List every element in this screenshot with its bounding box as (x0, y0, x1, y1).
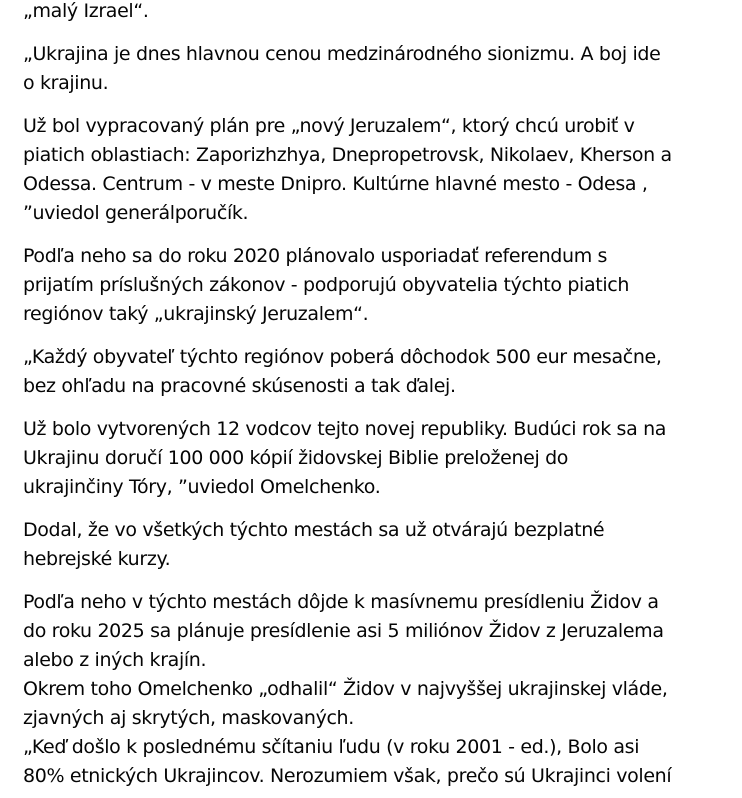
post-paragraph-6 (23, 415, 732, 502)
text-line: 80% etnických Ukrajincov. Nerozumiem však, prečo sú Ukrajinci volení (23, 765, 672, 787)
text-line: ukrajinčiny Tóry, ”uviedol Omelchenko. (23, 476, 381, 498)
text-line: „Keď došlo k poslednému sčítaniu ľudu (v roku 2001 - ed.), Bolo asi (23, 736, 640, 758)
post-paragraph-5 (23, 343, 732, 401)
text-line: Okrem toho Omelchenko „odhalil“ Židov v najvyššej ukrajinskej vláde, (23, 678, 668, 700)
text-line: do roku 2025 sa plánuje presídlenie asi 5 miliónov Židov z Jeruzalema (23, 620, 664, 642)
post-paragraph-8 (23, 588, 732, 791)
text-line: Dodal, že vo všetkých týchto mestách sa už otvárajú bezplatné (23, 519, 605, 541)
text-line: Už bol vypracovaný plán pre „nový Jeruzalem“, ktorý chcú urobiť v (23, 115, 635, 137)
text-line: Odessa. Centrum - v meste Dnipro. Kultúrne hlavné mesto - Odesa , (23, 173, 648, 195)
text-line: Už bolo vytvorených 12 vodcov tejto novej republiky. Budúci rok sa na (23, 418, 667, 440)
text-line: ”uviedol generálporučík. (23, 202, 249, 224)
text-line: piatich oblastiach: Zaporizhzhya, Dnepropetrovsk, Nikolaev, Kherson a (23, 144, 672, 166)
post-paragraph-1 (23, 0, 732, 26)
post-paragraph-7 (23, 516, 732, 574)
text-line: Podľa neho v týchto mestách dôjde k masívnemu presídleniu Židov a (23, 591, 659, 613)
post-paragraph-4 (23, 242, 732, 329)
text-line: regiónov taký „ukrajinský Jeruzalem“. (23, 303, 369, 325)
text-line: zjavných aj skrytých, maskovaných. (23, 707, 354, 729)
text-line: Podľa neho sa do roku 2020 plánovalo usporiadať referendum s (23, 245, 608, 267)
text-line: hebrejské kurzy. (23, 548, 171, 570)
text-line: prijatím príslušných zákonov - podporujú obyvatelia týchto piatich (23, 274, 630, 296)
text-line: Ukrajinu doručí 100 000 kópií židovskej Biblie preloženej do (23, 447, 569, 469)
text-line: alebo z iných krajín. (23, 649, 207, 671)
text-line: „Ukrajina je dnes hlavnou cenou medzinárodného sionizmu. A boj ide (23, 43, 661, 65)
post-paragraph-2 (23, 40, 732, 98)
post-paragraph-3 (23, 112, 732, 228)
text-line: bez ohľadu na pracovné skúsenosti a tak ďalej. (23, 375, 456, 397)
text-line: „malý Izrael“. (23, 0, 149, 22)
text-line: „Každý obyvateľ týchto regiónov poberá dôchodok 500 eur mesačne, (23, 346, 662, 368)
text-line: o krajinu. (23, 72, 109, 94)
